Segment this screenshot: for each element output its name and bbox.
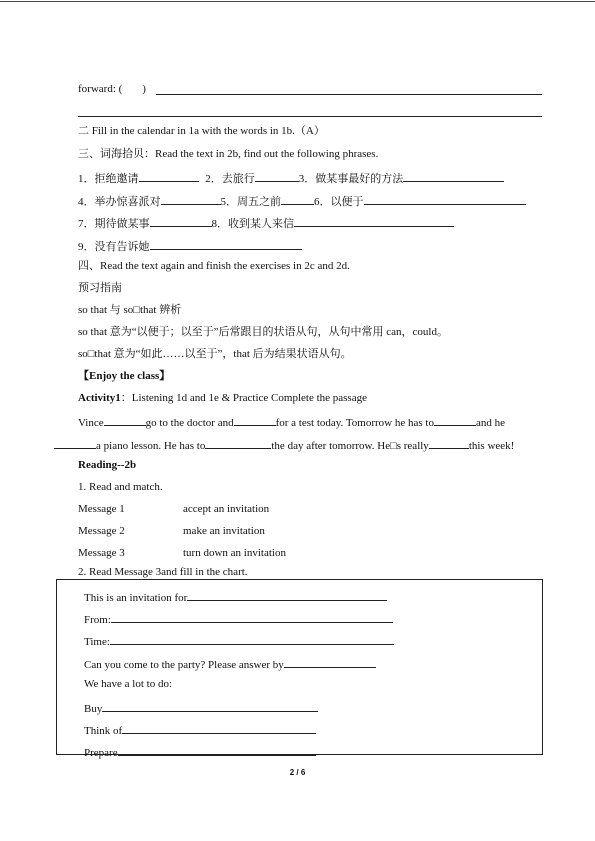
chart-answer-row bbox=[84, 656, 376, 672]
reading-heading: Reading--2b bbox=[78, 459, 137, 471]
passage-blank-1[interactable] bbox=[104, 414, 146, 426]
message-option: accept an invitation bbox=[183, 503, 270, 515]
chart-todo-label: We have a lot to do: bbox=[84, 678, 173, 690]
message-row bbox=[78, 547, 286, 560]
phrase-2-blank[interactable] bbox=[255, 170, 299, 182]
chart-blank-time[interactable] bbox=[110, 633, 394, 645]
phrase-1: 1．拒绝邀请 bbox=[78, 173, 139, 185]
activity-label: Activity1 bbox=[78, 392, 121, 404]
passage-text: this week! bbox=[468, 440, 515, 452]
phrase-row-1 bbox=[78, 170, 504, 186]
phrase-7: 7．期待做某事 bbox=[78, 218, 150, 230]
message-label: Message 1 bbox=[78, 503, 125, 515]
passage-line-2 bbox=[54, 437, 514, 453]
message-row bbox=[78, 503, 270, 516]
answer-line-2[interactable] bbox=[78, 116, 542, 117]
phrase-5-blank[interactable] bbox=[281, 193, 314, 205]
forward-label: forward: ( bbox=[78, 83, 123, 95]
chart-blank-invitation[interactable] bbox=[187, 589, 387, 601]
chart-blank-buy[interactable] bbox=[102, 700, 318, 712]
chart-blank-think[interactable] bbox=[122, 722, 316, 734]
passage-line-1 bbox=[78, 414, 505, 430]
phrase-4-blank[interactable] bbox=[161, 193, 221, 205]
activity-line bbox=[78, 392, 367, 405]
guide-line-1: so that 与 so□that 辨析 bbox=[78, 304, 182, 316]
phrase-5: 5．周五之前 bbox=[220, 196, 281, 208]
forward-answer-line[interactable] bbox=[156, 94, 542, 95]
phrase-9: 9．没有告诉她 bbox=[78, 241, 150, 253]
passage-text: Vince bbox=[78, 417, 104, 429]
chart-invitation-row bbox=[84, 589, 387, 605]
chart-label: This is an invitation for bbox=[84, 592, 188, 604]
phrase-3-blank[interactable] bbox=[403, 170, 504, 182]
chart-from-row bbox=[84, 611, 393, 627]
header-rule bbox=[0, 1, 595, 2]
phrase-row-4 bbox=[78, 238, 302, 254]
chart-blank-from[interactable] bbox=[111, 611, 393, 623]
phrase-4: 4．举办惊喜派对 bbox=[78, 196, 161, 208]
phrase-7-blank[interactable] bbox=[150, 215, 212, 227]
passage-text: the day after tomorrow. He□s really bbox=[271, 440, 429, 452]
forward-close: ) bbox=[142, 83, 146, 95]
message-option: turn down an invitation bbox=[183, 547, 286, 559]
chart-blank-prepare[interactable] bbox=[118, 744, 316, 756]
passage-blank-3[interactable] bbox=[434, 414, 476, 426]
chart-blank-answer[interactable] bbox=[284, 656, 376, 668]
chart-label: Prepare bbox=[84, 747, 118, 759]
message-row bbox=[78, 525, 265, 538]
passage-text: and he bbox=[475, 417, 505, 429]
enjoy-heading: 【Enjoy the class】 bbox=[78, 370, 171, 382]
passage-blank-4[interactable] bbox=[54, 437, 96, 449]
phrase-9-blank[interactable] bbox=[150, 238, 302, 250]
read-fill-instruction: 2. Read Message 3and fill in the chart. bbox=[78, 566, 248, 578]
message-label: Message 2 bbox=[78, 525, 125, 537]
chart-label: Can you come to the party? Please answer by bbox=[84, 659, 284, 671]
chart-think-row bbox=[84, 722, 316, 738]
passage-text: go to the doctor and bbox=[145, 417, 234, 429]
chart-time-row bbox=[84, 633, 394, 649]
chart-prepare-row bbox=[84, 744, 316, 760]
phrase-row-2 bbox=[78, 193, 526, 209]
passage-text: for a test today. Tomorrow he has to bbox=[275, 417, 434, 429]
page-number: 2 / 6 bbox=[289, 768, 306, 777]
guide-line-2: so that 意为“以便于；以至于”后常跟目的状语从句，从句中常用 can，could。 bbox=[78, 326, 448, 338]
passage-blank-6[interactable] bbox=[429, 437, 469, 449]
chart-label: Time: bbox=[84, 636, 110, 648]
activity-text: ：Listening 1d and 1e & Practice Complete the passage bbox=[120, 392, 367, 404]
chart-label: From: bbox=[84, 614, 111, 626]
passage-text: a piano lesson. He has to bbox=[96, 440, 206, 452]
message-option: make an invitation bbox=[183, 525, 265, 537]
phrase-1-blank[interactable] bbox=[139, 170, 199, 182]
forward-line bbox=[78, 83, 146, 96]
phrase-row-3 bbox=[78, 215, 454, 231]
phrase-8: 8．收到某人来信 bbox=[211, 218, 294, 230]
phrase-6: 6．以便于 bbox=[314, 196, 364, 208]
guide-line-3: so□that 意为“如此……以至于”，that 后为结果状语从句。 bbox=[78, 348, 352, 360]
message-label: Message 3 bbox=[78, 547, 125, 559]
section-2: 二 Fill in the calendar in 1a with the words in 1b.（A） bbox=[78, 125, 325, 137]
chart-label: Buy bbox=[84, 703, 103, 715]
passage-blank-5[interactable] bbox=[205, 437, 271, 449]
section-3: 三、词海拾贝：Read the text in 2b, find out the following phrases. bbox=[78, 148, 379, 160]
read-match-instruction: 1. Read and match. bbox=[78, 481, 163, 493]
passage-blank-2[interactable] bbox=[234, 414, 276, 426]
section-4: 四、Read the text again and finish the exercises in 2c and 2d. bbox=[78, 260, 350, 272]
phrase-8-blank[interactable] bbox=[294, 215, 454, 227]
chart-buy-row bbox=[84, 700, 318, 716]
phrase-3: 3．做某事最好的方法 bbox=[298, 173, 404, 185]
phrase-2: 2．去旅行 bbox=[205, 173, 255, 185]
phrase-6-blank[interactable] bbox=[364, 193, 526, 205]
chart-label: Think of bbox=[84, 725, 123, 737]
guide-title: 预习指南 bbox=[78, 282, 122, 294]
